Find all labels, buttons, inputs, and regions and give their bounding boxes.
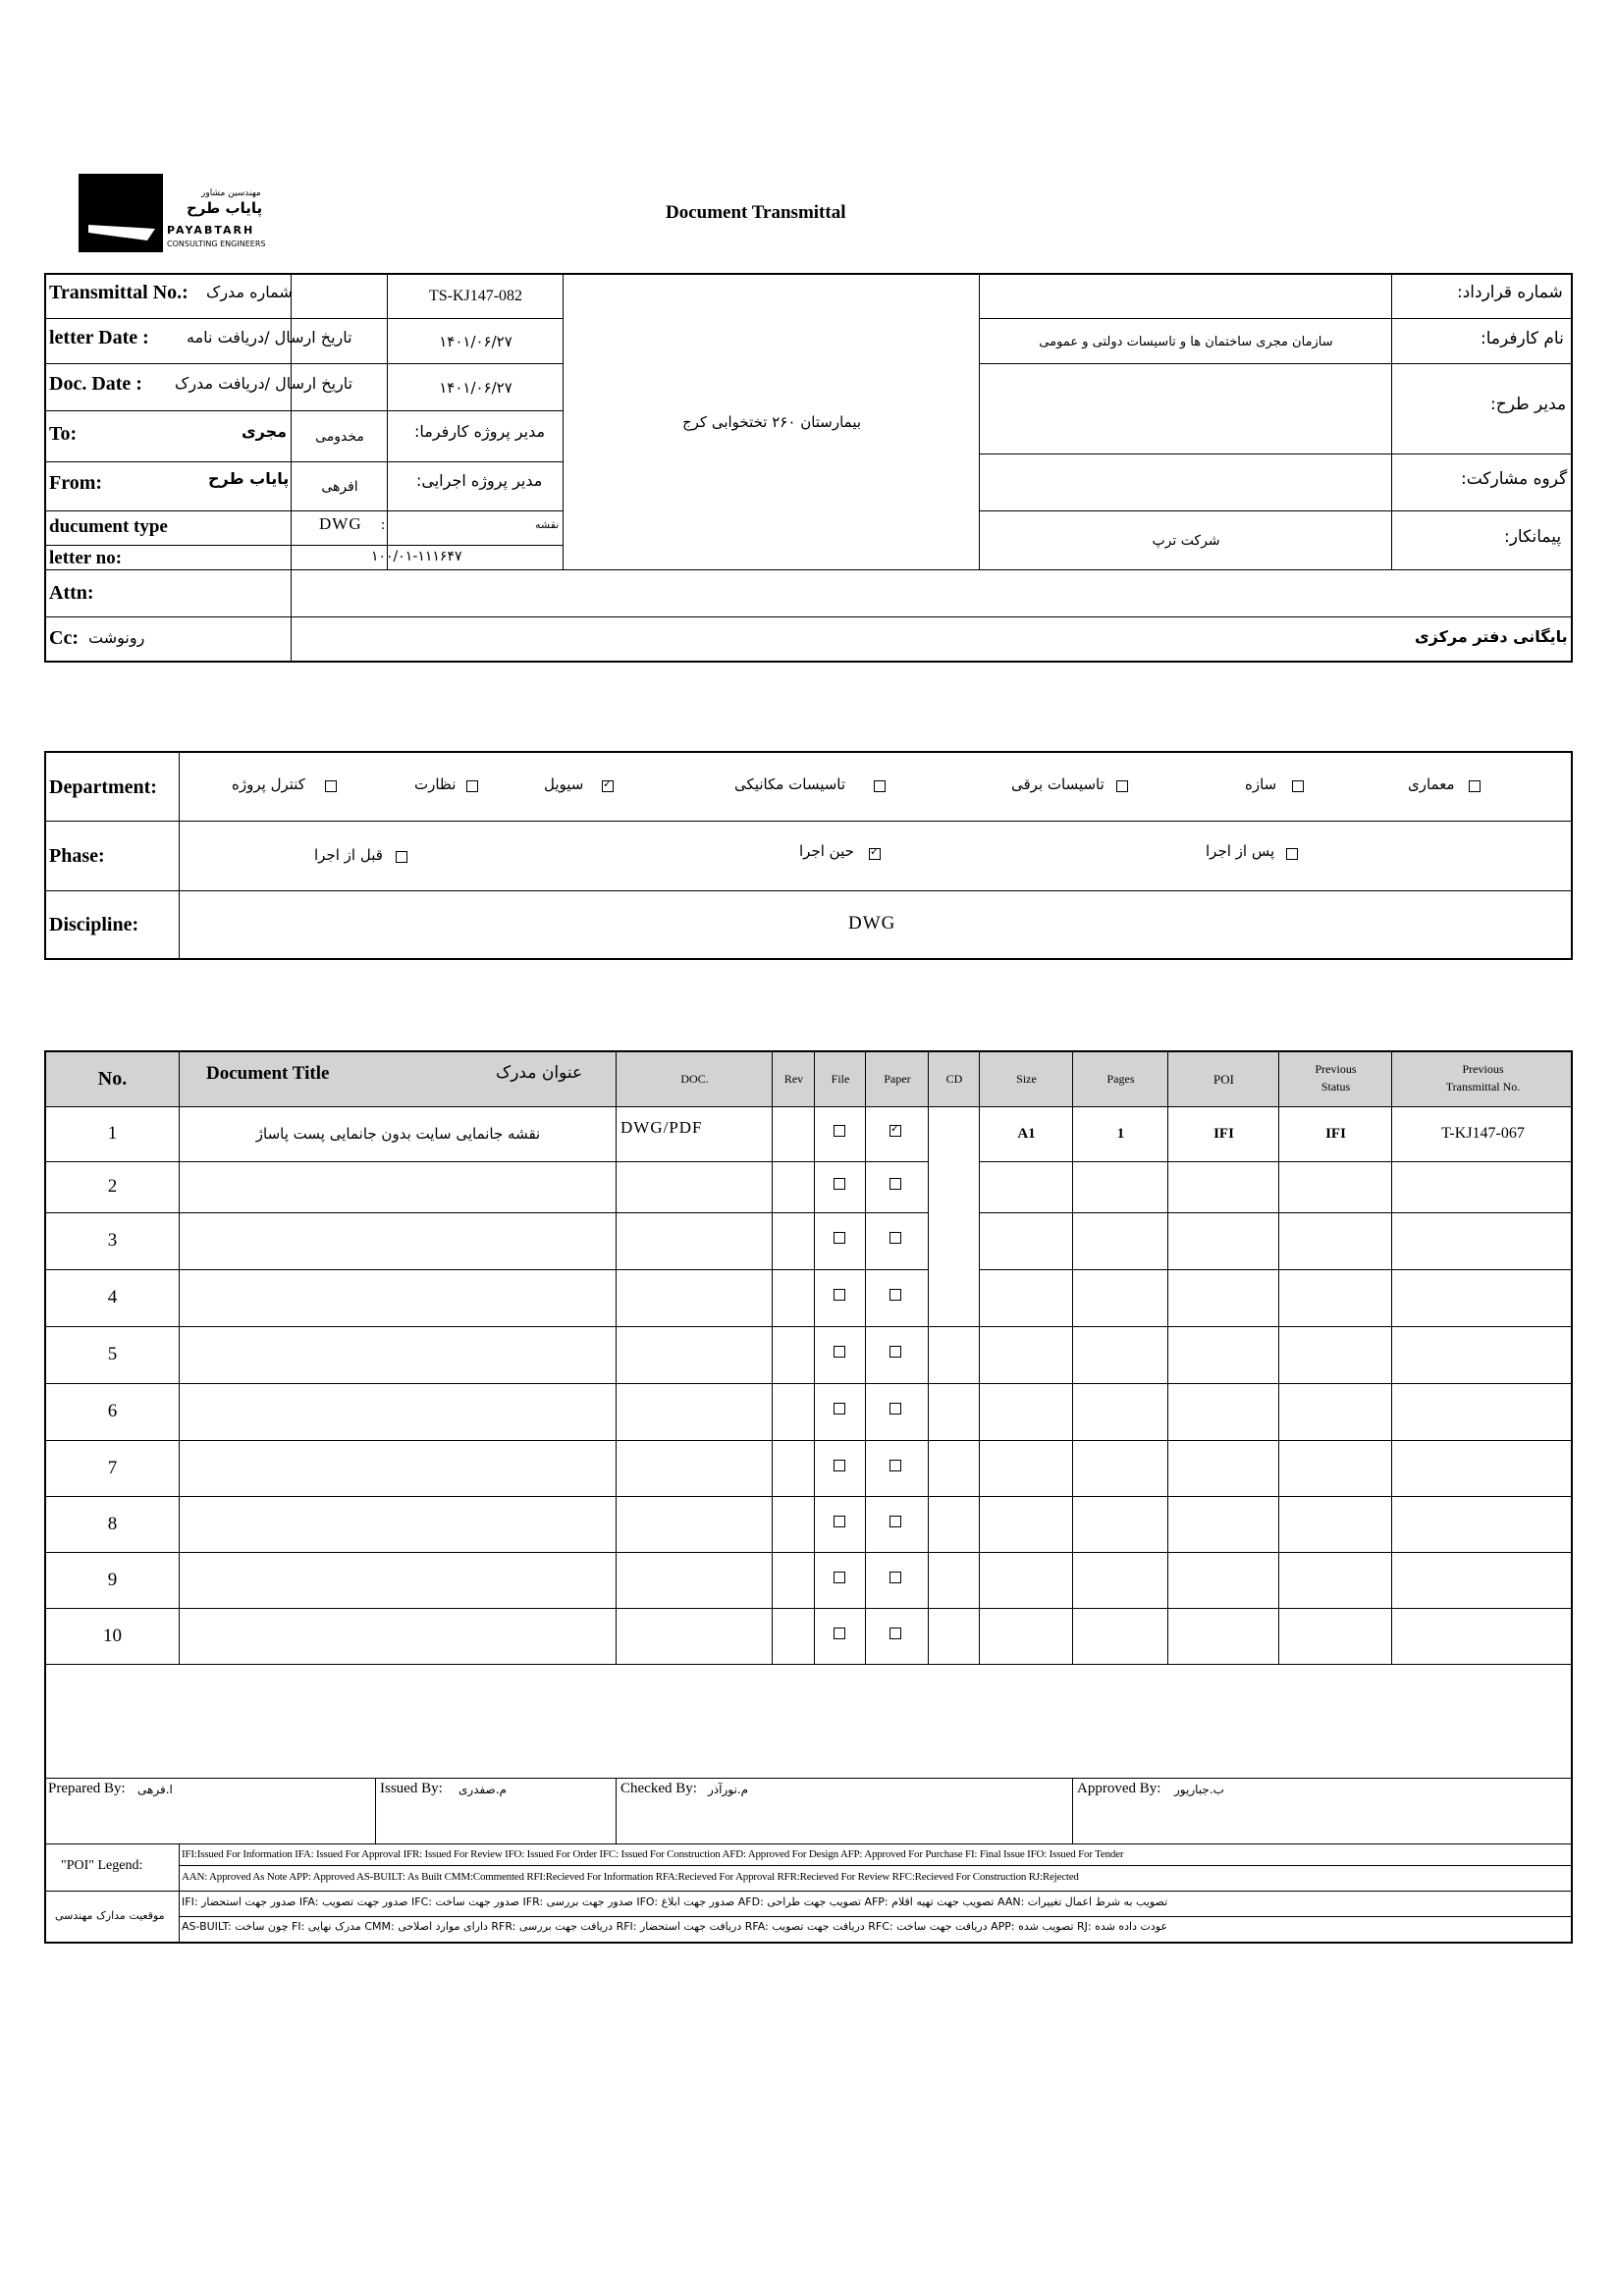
row-pages: 1 — [1116, 1125, 1125, 1142]
row-rev — [774, 1161, 814, 1212]
logo-fa-line1: مهندسین مشاور — [201, 188, 261, 198]
row-paper-checkbox[interactable] — [889, 1628, 901, 1639]
row-size — [981, 1440, 1072, 1496]
document-title: Document Transmittal — [666, 202, 846, 223]
dept-architecture-checkbox[interactable] — [1469, 780, 1481, 792]
col-header-no: No. — [97, 1068, 128, 1090]
discipline-label: Discipline: — [49, 914, 139, 935]
row-paper-checkbox[interactable] — [889, 1460, 901, 1471]
row-previous-status — [1280, 1496, 1391, 1552]
letter-no-value: ۱۰۰/۰۱-۱۱۱۶۴۷ — [371, 549, 462, 564]
row-number: 3 — [107, 1230, 118, 1251]
project-name: بیمارستان ۲۶۰ تختخوابی کرج — [681, 413, 862, 431]
row-document-title — [181, 1161, 616, 1212]
doctype-label: ducument type — [49, 516, 168, 537]
dept-mechanical-checkbox[interactable] — [874, 780, 886, 792]
letter-no-label: letter no: — [49, 548, 123, 568]
row-pages — [1074, 1269, 1167, 1326]
row-paper-checkbox[interactable] — [889, 1346, 901, 1358]
row-previous-status: IFI — [1325, 1125, 1346, 1142]
logo-en-line2: CONSULTING ENGINEERS — [167, 240, 266, 248]
row-previous-status — [1280, 1440, 1391, 1496]
row-pages — [1074, 1440, 1167, 1496]
row-paper-checkbox[interactable] — [889, 1572, 901, 1583]
designer-value — [981, 365, 1391, 454]
dept-mechanical-label: تاسیسات مکانیکی — [734, 775, 846, 793]
row-file-checkbox[interactable] — [834, 1628, 845, 1639]
row-poi: IFI — [1213, 1125, 1234, 1142]
issued-label: Issued By: — [380, 1781, 443, 1796]
dept-supervision-label: نظارت — [414, 775, 457, 793]
row-poi — [1169, 1161, 1278, 1212]
row-number: 7 — [107, 1457, 118, 1478]
phase-before-checkbox[interactable] — [396, 851, 407, 863]
row-previous-transmittal — [1393, 1608, 1573, 1664]
row-previous-status — [1280, 1212, 1391, 1269]
row-file-checkbox[interactable] — [834, 1403, 845, 1415]
cc-label: Cc: — [49, 627, 79, 649]
doctype-fa: نقشه — [535, 518, 560, 531]
row-rev — [774, 1106, 814, 1161]
transmittal-number: TS-KJ147-082 — [428, 288, 523, 304]
row-number: 10 — [103, 1625, 122, 1646]
doc-date-value: ۱۴۰۱/۰۶/۲۷ — [439, 379, 512, 397]
row-file-checkbox[interactable] — [834, 1572, 845, 1583]
from-role: مدیر پروژه اجرایی: — [416, 471, 543, 490]
row-previous-transmittal — [1393, 1326, 1573, 1383]
row-previous-status — [1280, 1326, 1391, 1383]
legend-line-2: AAN: Approved As Note APP: Approved AS-BUILT: As Built CMM:Commented RFI:Recieved For Information RFA:Recieved For Approval RFR:Recieved For Review RFC:Recieved For Construction RJ:Rejected — [182, 1871, 1079, 1883]
row-size: A1 — [1017, 1125, 1036, 1142]
phase-after-label: پس از اجرا — [1206, 842, 1275, 860]
row-doc-type: DWG/PDF — [620, 1118, 703, 1137]
department-label: Department: — [49, 776, 157, 798]
row-number: 6 — [107, 1401, 118, 1421]
phase-label: Phase: — [49, 845, 105, 867]
col-header-size: Size — [1016, 1072, 1037, 1086]
to-role: مدیر پروژه کارفرما: — [414, 422, 546, 441]
row-paper-checkbox[interactable] — [889, 1178, 901, 1190]
row-previous-transmittal — [1393, 1161, 1573, 1212]
row-rev — [774, 1212, 814, 1269]
col-header-title-fa: عنوان مدرک — [496, 1063, 583, 1083]
dept-project-control-checkbox[interactable] — [325, 780, 337, 792]
row-poi — [1169, 1326, 1278, 1383]
row-file-checkbox[interactable] — [834, 1232, 845, 1244]
contractor-label: پیمانکار: — [1504, 527, 1562, 547]
row-paper-checkbox[interactable] — [889, 1403, 901, 1415]
dept-electrical-checkbox[interactable] — [1116, 780, 1128, 792]
row-poi — [1169, 1440, 1278, 1496]
row-size — [981, 1161, 1072, 1212]
row-paper-checkbox[interactable] — [889, 1232, 901, 1244]
transmittal-label: Transmittal No.: — [49, 282, 189, 303]
discipline-value: DWG — [848, 913, 896, 934]
row-document-title — [181, 1269, 616, 1326]
col-header-prev-status-line1: Previous — [1315, 1062, 1357, 1076]
from-value: پایاب طرح — [208, 469, 290, 488]
row-pages — [1074, 1326, 1167, 1383]
legend-line-3: IFI: صدور جهت استحضار IFA: صدور جهت تصویب IFC: صدور جهت ساخت IFR: صدور جهت بررسی IFO: صدور جهت ابلاغ AFD: تصویب جهت طراحی AFP: تصویب جهت تهیه اقلام AAN: تصویب به شرط اعمال تغییرات — [182, 1896, 1168, 1908]
from-label: From: — [49, 472, 103, 494]
row-file-checkbox[interactable] — [834, 1125, 845, 1137]
row-size — [981, 1608, 1072, 1664]
dept-structure-checkbox[interactable] — [1292, 780, 1304, 792]
cc-label-fa: رونوشت — [88, 628, 145, 647]
row-pages — [1074, 1161, 1167, 1212]
row-number: 4 — [107, 1287, 118, 1308]
to-value: مجری — [242, 422, 288, 441]
phase-during-label: حین اجرا — [799, 842, 854, 860]
phase-during-checkbox[interactable] — [869, 848, 881, 860]
employer-label: نام کارفرما: — [1481, 329, 1564, 348]
row-previous-transmittal — [1393, 1212, 1573, 1269]
approved-label: Approved By: — [1077, 1781, 1161, 1796]
row-rev — [774, 1440, 814, 1496]
dept-structure-label: سازه — [1245, 775, 1277, 793]
row-number: 5 — [107, 1344, 118, 1364]
contract-value — [981, 275, 1391, 318]
col-header-prev-status-line2: Status — [1320, 1080, 1351, 1094]
col-header-prev-status — [1280, 1060, 1391, 1095]
row-poi — [1169, 1608, 1278, 1664]
row-document-title — [181, 1212, 616, 1269]
logo-mark — [79, 174, 163, 252]
col-header-rev: Rev — [783, 1072, 804, 1086]
engineering-status-label: موقعیت مدارک مهندسی — [55, 1909, 165, 1922]
row-file-checkbox[interactable] — [834, 1516, 845, 1527]
row-document-title — [181, 1552, 616, 1608]
row-file-checkbox[interactable] — [834, 1289, 845, 1301]
row-pages — [1074, 1608, 1167, 1664]
from-person: افرهی — [321, 479, 358, 495]
col-header-doc: DOC. — [680, 1072, 709, 1086]
row-number: 1 — [107, 1123, 118, 1144]
row-file-checkbox[interactable] — [834, 1346, 845, 1358]
row-file-checkbox[interactable] — [834, 1178, 845, 1190]
checked-label: Checked By: — [620, 1781, 697, 1796]
logo-en-line1: PAYABTARH — [167, 224, 255, 237]
dept-civil-checkbox[interactable] — [602, 780, 614, 792]
row-rev — [774, 1608, 814, 1664]
doctype-value: DWG — [319, 514, 362, 533]
row-previous-transmittal: T-KJ147-067 — [1441, 1125, 1525, 1142]
row-document-title — [181, 1608, 616, 1664]
dept-architecture-label: معماری — [1408, 775, 1455, 793]
row-paper-checkbox[interactable] — [889, 1516, 901, 1527]
phase-before-label: قبل از اجرا — [314, 846, 383, 864]
dept-supervision-checkbox[interactable] — [466, 780, 478, 792]
letter-date-label-fa: تاریخ ارسال /دریافت نامه — [187, 328, 352, 347]
dept-civil-label: سیویل — [544, 775, 584, 793]
row-document-title — [181, 1383, 616, 1440]
attn-value — [293, 571, 1571, 616]
row-document-title — [181, 1326, 616, 1383]
col-header-title: Document Title — [206, 1063, 330, 1084]
row-previous-status — [1280, 1161, 1391, 1212]
attn-label: Attn: — [49, 582, 94, 604]
row-previous-status — [1280, 1269, 1391, 1326]
logo-fa-line2: پایاب طرح — [187, 199, 263, 217]
doc-date-label-fa: تاریخ ارسال /دریافت مدرک — [175, 374, 353, 393]
col-header-prev-trans-line2: Transmittal No. — [1445, 1080, 1521, 1094]
row-size — [981, 1552, 1072, 1608]
row-rev — [774, 1552, 814, 1608]
doc-date-label: Doc. Date : — [49, 373, 142, 395]
to-person: مخدومی — [315, 429, 364, 445]
contractor-value: شرکت ترپ — [1152, 533, 1220, 549]
dept-electrical-label: تاسیسات برقی — [1011, 775, 1104, 793]
col-header-prev-trans-line1: Previous — [1462, 1062, 1504, 1076]
dept-project-control-label: کنترل پروژه — [232, 775, 305, 793]
row-pages — [1074, 1212, 1167, 1269]
row-poi — [1169, 1269, 1278, 1326]
row-number: 9 — [107, 1569, 118, 1590]
row-pages — [1074, 1383, 1167, 1440]
row-poi — [1169, 1383, 1278, 1440]
col-header-poi: POI — [1213, 1071, 1234, 1087]
legend-line-4: AS-BUILT: چون ساخت FI: مدرک نهایی CMM: دارای موارد اصلاحی RFR: دریافت جهت بررسی RFI: دریافت جهت استحضار RFA: دریافت جهت تصویب RFC: دریافت جهت ساخت APP: تصویب شده RJ: عودت داده شده — [182, 1920, 1168, 1933]
row-rev — [774, 1496, 814, 1552]
row-rev — [774, 1269, 814, 1326]
row-size — [981, 1383, 1072, 1440]
col-header-prev-transmittal — [1393, 1060, 1573, 1095]
col-header-cd: CD — [945, 1072, 963, 1086]
row-previous-status — [1280, 1383, 1391, 1440]
to-label: To: — [49, 423, 78, 445]
row-previous-transmittal — [1393, 1552, 1573, 1608]
row-paper-checkbox[interactable] — [889, 1125, 901, 1137]
col-header-pages: Pages — [1106, 1072, 1135, 1086]
partner-label: گروه مشارکت: — [1461, 469, 1568, 489]
row-rev — [774, 1383, 814, 1440]
prepared-label: Prepared By: — [48, 1781, 126, 1796]
row-document-title — [181, 1496, 616, 1552]
designer-label: مدیر طرح: — [1490, 395, 1567, 414]
row-previous-transmittal — [1393, 1496, 1573, 1552]
row-previous-status — [1280, 1552, 1391, 1608]
row-rev — [774, 1326, 814, 1383]
letter-date-value: ۱۴۰۱/۰۶/۲۷ — [439, 333, 512, 350]
row-size — [981, 1496, 1072, 1552]
row-poi — [1169, 1496, 1278, 1552]
partner-value — [981, 455, 1391, 510]
row-size — [981, 1326, 1072, 1383]
issued-value: م.صفدری — [458, 1783, 507, 1796]
cc-value: بایگانی دفتر مرکزی — [1415, 627, 1568, 646]
row-document-title — [181, 1440, 616, 1496]
row-poi — [1169, 1552, 1278, 1608]
row-previous-transmittal — [1393, 1269, 1573, 1326]
row-document-title: نقشه جانمایی سایت بدون جانمایی پست پاساژ — [255, 1125, 541, 1143]
contract-label: شماره قرارداد: — [1457, 283, 1563, 302]
row-file-checkbox[interactable] — [834, 1460, 845, 1471]
row-size — [981, 1269, 1072, 1326]
letter-date-label: letter Date : — [49, 327, 149, 348]
row-previous-transmittal — [1393, 1383, 1573, 1440]
poi-legend-label: "POI" Legend: — [61, 1858, 143, 1873]
prepared-value: ا.فرهی — [137, 1783, 173, 1796]
doctype-colon: : — [381, 517, 386, 533]
row-paper-checkbox[interactable] — [889, 1289, 901, 1301]
employer-value: سازمان مجری ساختمان ها و تاسیسات دولتی و عمومی — [1039, 334, 1333, 349]
col-header-paper: Paper — [884, 1072, 911, 1086]
row-number: 2 — [107, 1176, 118, 1197]
legend-line-1: IFI:Issued For Information IFA: Issued For Approval IFR: Issued For Review IFO: Issued For Order IFC: Issued For Construction AFD: Approved For Design AFP: Approved For Purchase FI: Final Issue IFO: Issued For Tender — [182, 1848, 1124, 1860]
row-previous-transmittal — [1393, 1440, 1573, 1496]
row-number: 8 — [107, 1513, 118, 1534]
approved-value: ب.جباریور — [1174, 1783, 1224, 1796]
checked-value: م.نورآذر — [708, 1783, 749, 1796]
row-previous-status — [1280, 1608, 1391, 1664]
phase-after-checkbox[interactable] — [1286, 848, 1298, 860]
transmittal-label-fa: شماره مدرک — [206, 283, 293, 301]
row-pages — [1074, 1496, 1167, 1552]
col-header-file: File — [831, 1072, 850, 1086]
row-size — [981, 1212, 1072, 1269]
row-pages — [1074, 1552, 1167, 1608]
row-poi — [1169, 1212, 1278, 1269]
